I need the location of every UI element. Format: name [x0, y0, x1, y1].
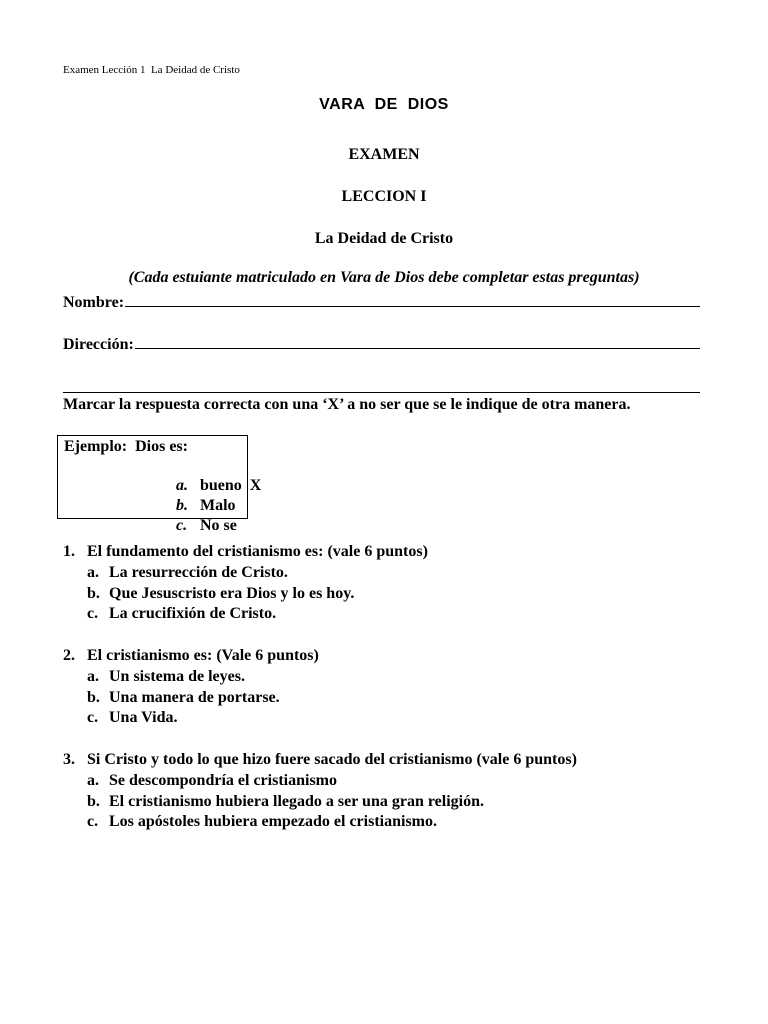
question-text: El cristianismo es: (Vale 6 puntos)	[87, 647, 319, 664]
question-number: 3.	[63, 751, 75, 768]
directions-text: Marcar la respuesta correcta con una ‘X’ a no ser que se le indique de otra manera.	[63, 396, 631, 413]
option-letter: c.	[87, 605, 99, 623]
question-text: El fundamento del cristianismo es: (vale 6 puntos)	[87, 543, 428, 560]
option-letter: b.	[87, 688, 100, 706]
address-label: Dirección:	[63, 336, 134, 353]
address-blank-line[interactable]	[135, 334, 700, 349]
example-option-text: Malo	[200, 497, 236, 514]
option-letter: c.	[87, 813, 99, 831]
lesson-heading: LECCION I	[341, 188, 427, 205]
question-3	[63, 750, 723, 833]
answer-option[interactable]	[63, 584, 723, 605]
option-letter: a.	[87, 667, 99, 685]
question-stem	[63, 542, 723, 563]
example-option-letter: c.	[176, 517, 188, 534]
question-number: 2.	[63, 647, 75, 664]
option-letter: b.	[87, 792, 100, 810]
question-2	[63, 646, 723, 729]
option-letter: a.	[87, 771, 99, 789]
answer-option[interactable]	[63, 792, 723, 813]
answer-option[interactable]	[63, 563, 723, 584]
name-blank-line[interactable]	[125, 292, 700, 307]
answer-option[interactable]	[63, 604, 723, 625]
exam-heading: EXAMEN	[348, 146, 420, 163]
instruction-text: (Cada estuiante matriculado en Vara de Dios debe completar estas preguntas)	[128, 269, 640, 286]
example-question: Ejemplo: Dios es:	[64, 438, 188, 455]
option-text: El cristianismo hubiera llegado a ser una gran religión.	[109, 792, 484, 810]
answer-option[interactable]	[63, 708, 723, 729]
example-option-letter: a.	[176, 477, 188, 494]
example-option-letter: b.	[176, 497, 188, 514]
question-number: 1.	[63, 543, 75, 560]
option-letter: a.	[87, 563, 99, 581]
answer-option[interactable]	[63, 812, 723, 833]
name-label: Nombre:	[63, 294, 125, 311]
option-text: La crucifixión de Cristo.	[109, 605, 277, 623]
address-field[interactable]	[63, 334, 700, 354]
page-title: VARA DE DIOS	[319, 96, 449, 113]
example-option-text: bueno X	[200, 477, 262, 494]
question-stem	[63, 750, 723, 771]
option-letter: c.	[87, 709, 99, 727]
subject-heading: La Deidad de Cristo	[314, 230, 454, 247]
option-text: Los apóstoles hubiera empezado el cristianismo.	[109, 813, 437, 831]
name-field[interactable]	[63, 292, 700, 312]
running-head: Examen Lección 1 La Deidad de Cristo	[63, 64, 240, 76]
option-text: La resurrección de Cristo.	[109, 563, 288, 581]
question-1	[63, 542, 723, 625]
answer-option[interactable]	[63, 667, 723, 688]
option-text: Un sistema de leyes.	[109, 667, 245, 685]
blank-line[interactable]	[63, 392, 700, 393]
example-option-text: No se	[200, 517, 237, 534]
question-text: Si Cristo y todo lo que hizo fuere sacado del cristianismo (vale 6 puntos)	[87, 751, 577, 768]
option-letter: b.	[87, 584, 100, 602]
question-stem	[63, 646, 723, 667]
option-text: Una manera de portarse.	[109, 688, 280, 706]
option-text: Que Jesuscristo era Dios y lo es hoy.	[109, 584, 355, 602]
option-text: Se descompondría el cristianismo	[109, 771, 337, 789]
answer-option[interactable]	[63, 771, 723, 792]
option-text: Una Vida.	[109, 709, 178, 727]
answer-option[interactable]	[63, 688, 723, 709]
example-box	[57, 435, 262, 534]
